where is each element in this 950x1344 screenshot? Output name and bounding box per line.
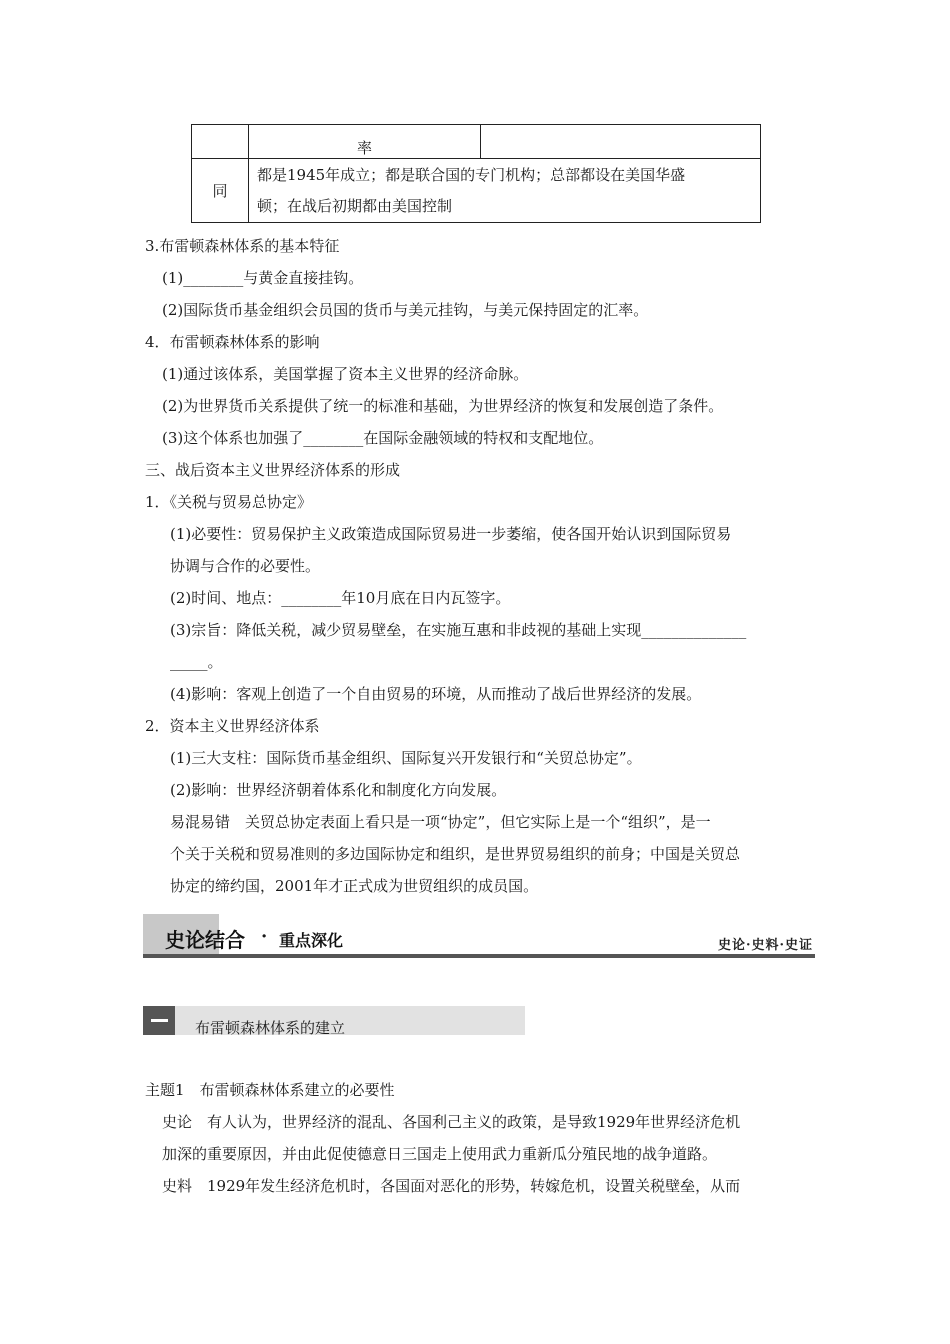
table-cell-line: 顿；在战后初期都由美国控制 xyxy=(257,196,453,215)
heading-2: 2．资本主义世界经济体系 xyxy=(145,717,320,735)
list-item: (1)三大支柱：国际货币基金组织、国际复兴开发银行和“关贸总协定”。 xyxy=(170,749,642,767)
subsection-band xyxy=(143,1006,525,1035)
note-paragraph: 个关于关税和贸易准则的多边国际协定和组织，是世界贸易组织的前身；中国是关贸总 xyxy=(170,845,741,863)
heading-3: 3.布雷顿森林体系的基本特征 xyxy=(145,237,340,255)
header-rule xyxy=(143,954,815,958)
table-cell-line: 都是1945年成立；都是联合国的专门机构；总部都设在美国华盛 xyxy=(257,165,686,184)
paragraph-line: 史论 有人认为，世界经济的混乱、各国利己主义的政策，是导致1929年世界经济危机 xyxy=(162,1113,741,1131)
list-item: (2)为世界货币关系提供了统一的标准和基础，为世界经济的恢复和发展创造了条件。 xyxy=(162,397,724,415)
topic-heading: 主题1 布雷顿森林体系建立的必要性 xyxy=(145,1081,395,1099)
list-item: (2)影响：世界经济朝着体系化和制度化方向发展。 xyxy=(170,781,507,799)
section-header-band xyxy=(143,914,815,956)
note-paragraph: 协定的缔约国，2001年才正式成为世贸组织的成员国。 xyxy=(170,877,539,895)
list-item: (4)影响：客观上创造了一个自由贸易的环境，从而推动了战后世界经济的发展。 xyxy=(170,685,702,703)
table-cell-text: 率 xyxy=(356,139,372,157)
paragraph-line: 史料 1929年发生经济危机时，各国面对恶化的形势，转嫁危机，设置关税壁垒，从而 xyxy=(162,1177,741,1195)
header-dot: · xyxy=(261,926,268,947)
table-row xyxy=(192,159,761,223)
list-item: (3)宗旨：降低关税，减少贸易壁垒，在实施互惠和非歧视的基础上实现______________ xyxy=(170,621,747,639)
list-item: (1)通过该体系，美国掌握了资本主义世界的经济命脉。 xyxy=(162,365,529,383)
paragraph-line: 加深的重要原因，并由此促使德意日三国走上使用武力重新瓜分殖民地的战争道路。 xyxy=(162,1145,718,1163)
header-right-label: 史论·史料·史证 xyxy=(717,938,813,953)
table-cell-rate xyxy=(249,125,481,159)
dash-icon xyxy=(143,1006,175,1035)
row-label-text: 同 xyxy=(212,182,228,200)
list-item: (1)________与黄金直接挂钩。 xyxy=(162,269,364,287)
heading-1: 1．《关税与贸易总协定》 xyxy=(145,493,313,511)
dash-bar xyxy=(151,1019,168,1022)
header-title: 史论结合 xyxy=(165,928,245,952)
section-heading: 三、战后资本主义世界经济体系的形成 xyxy=(145,461,401,479)
table-cell-empty xyxy=(192,125,249,159)
subsection-title: 布雷顿森林体系的建立 xyxy=(195,1019,346,1037)
list-item-continued: _____。 xyxy=(170,653,223,671)
list-item: (2)时间、地点：________年10月底在日内瓦签字。 xyxy=(170,589,511,607)
list-item: (3)这个体系也加强了________在国际金融领域的特权和支配地位。 xyxy=(162,429,604,447)
table-cell-common xyxy=(249,159,761,223)
heading-4: 4．布雷顿森林体系的影响 xyxy=(145,333,320,351)
list-item: (2)国际货币基金组织会员国的货币与美元挂钩，与美元保持固定的汇率。 xyxy=(162,301,649,319)
list-item-continued: 协调与合作的必要性。 xyxy=(170,557,321,575)
table-row-label xyxy=(192,159,249,223)
comparison-table xyxy=(191,124,761,223)
table-row xyxy=(192,125,761,159)
note-paragraph: 易混易错 关贸总协定表面上看只是一项“协定”，但它实际上是一个“组织”，是一 xyxy=(170,813,711,831)
list-item: (1)必要性：贸易保护主义政策造成国际贸易进一步萎缩，使各国开始认识到国际贸易 xyxy=(170,525,732,543)
header-subtitle: 重点深化 xyxy=(279,931,344,950)
table-cell-empty xyxy=(481,125,761,159)
